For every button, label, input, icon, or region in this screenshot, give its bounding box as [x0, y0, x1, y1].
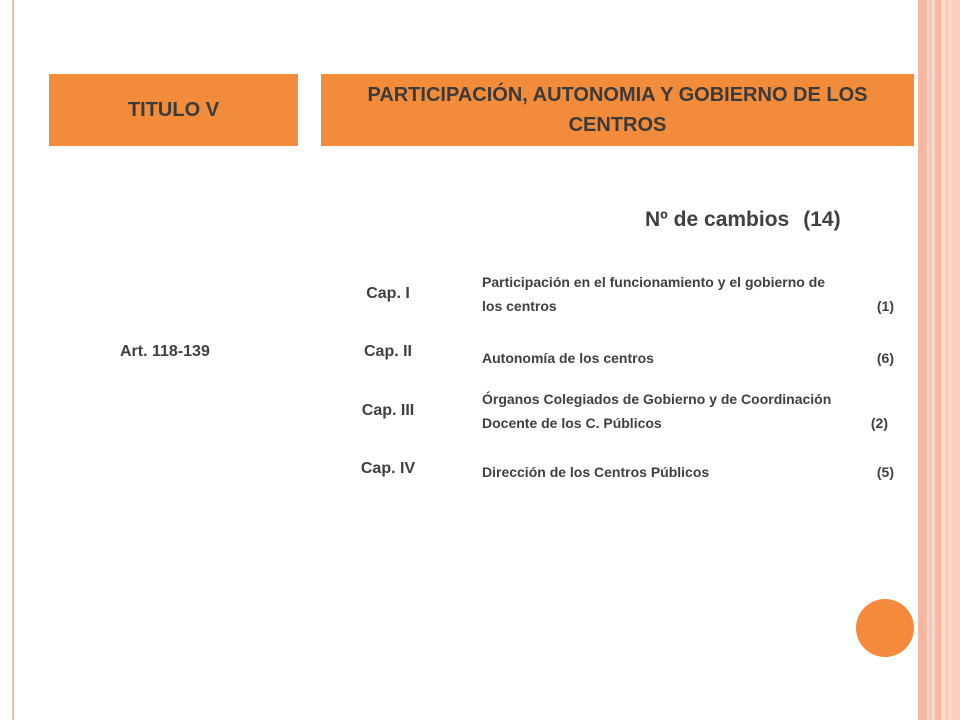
stripe — [929, 0, 932, 720]
chapter-count: (6) — [876, 350, 894, 366]
title-left-text: TITULO V — [127, 98, 220, 121]
chapter-label: Cap. III — [361, 402, 415, 419]
chapter-description: Dirección de los Centros Públicos — [482, 464, 710, 480]
chapter-description: Órganos Colegiados de Gobierno y de Coordinación Docente de los C. Públicos — [482, 391, 832, 431]
chapter-row — [482, 460, 894, 484]
title-box-left — [49, 74, 298, 146]
title-right-text: PARTICIPACIÓN, AUTONOMIA Y GOBIERNO DE LOS CENTROS — [367, 84, 868, 136]
chapter-row — [482, 270, 894, 318]
stripe — [920, 0, 927, 720]
chapter-row — [482, 346, 894, 370]
stripe — [935, 0, 941, 720]
chapter-count: (1) — [876, 298, 894, 314]
chapter-description: Autonomía de los centros — [482, 350, 654, 366]
decorative-circle — [856, 599, 914, 657]
stripe — [952, 0, 960, 720]
chapter-label: Cap. I — [366, 285, 410, 302]
chapter-label: Cap. IV — [360, 460, 416, 477]
changes-summary — [645, 208, 841, 232]
articles-range: Art. 118-139 — [120, 343, 210, 360]
title-box-right — [321, 74, 914, 146]
decorative-stripes — [920, 0, 960, 720]
chapter-row — [482, 387, 894, 435]
changes-label: Nº de cambios — [645, 208, 790, 231]
chapter-description: Participación en el funcionamiento y el gobierno de los centros — [482, 274, 826, 314]
chapter-label: Cap. II — [363, 343, 412, 360]
changes-count: (14) — [803, 208, 841, 231]
stripe — [946, 0, 948, 720]
chapter-count: (2) — [870, 415, 888, 431]
chapter-count: (5) — [876, 464, 894, 480]
